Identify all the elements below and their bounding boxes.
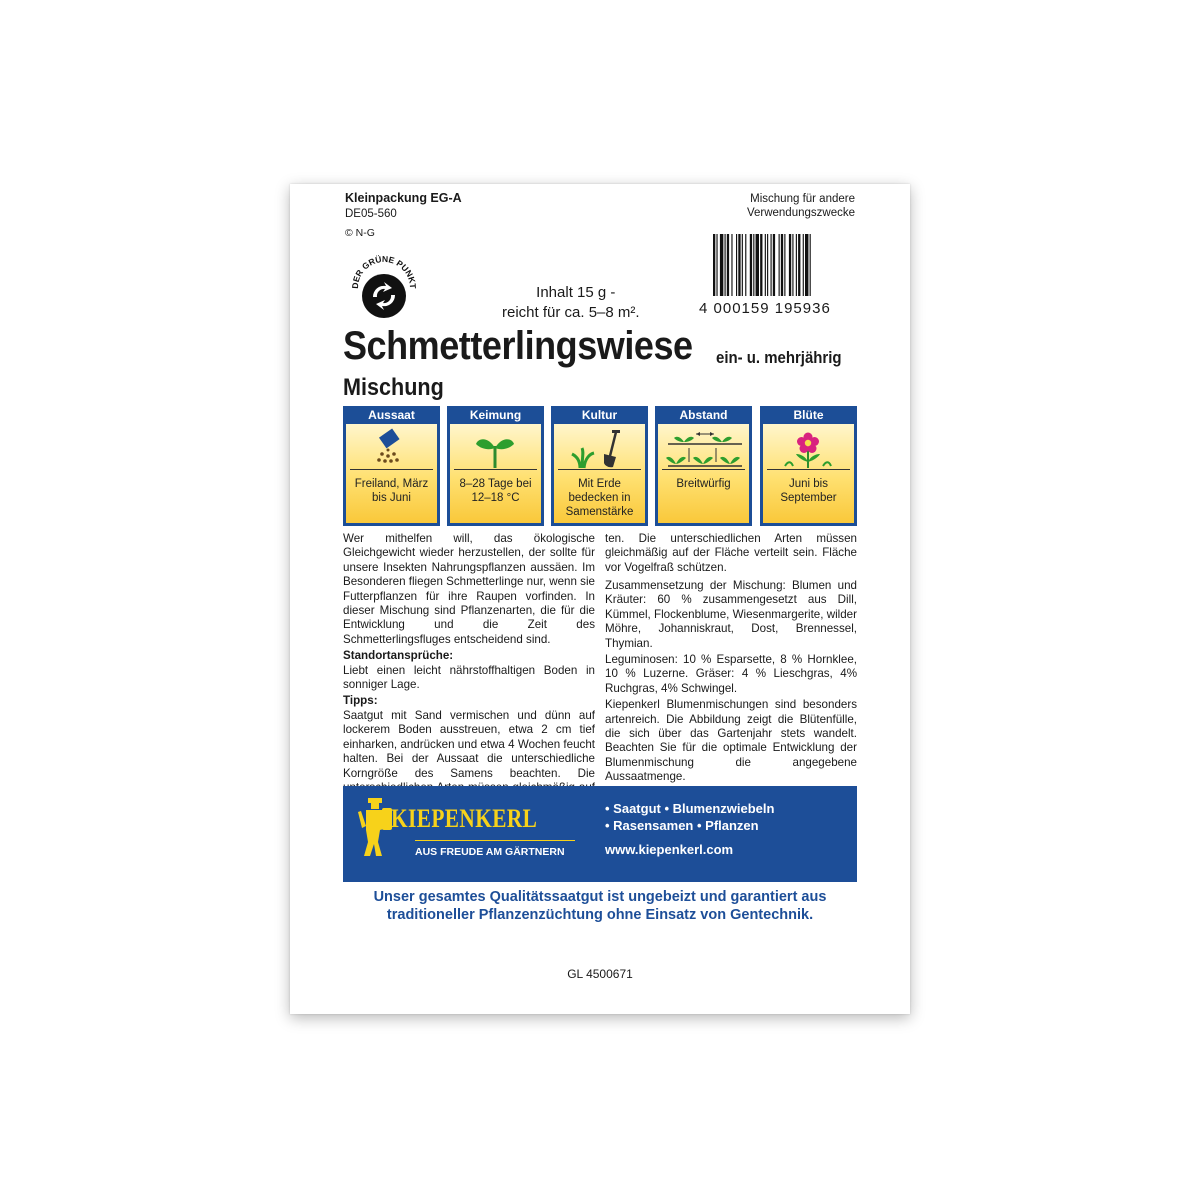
brand-divider <box>415 840 575 841</box>
svg-text:DER GRÜNE PUNKT: DER GRÜNE PUNKT <box>349 253 419 290</box>
barcode-bar <box>760 234 762 296</box>
barcode-bar <box>720 234 723 296</box>
barcode-bar <box>773 234 775 296</box>
mix-note <box>747 192 855 220</box>
brand-products-line1: • Saatgut • Blumenzwiebeln <box>605 801 775 816</box>
tile-head: Abstand <box>679 408 728 422</box>
barcode-bar <box>767 234 768 296</box>
barcode-number: 4 000159 195936 <box>699 300 831 317</box>
green-dot-logo <box>346 248 422 324</box>
package-type: Kleinpackung EG-A <box>345 191 462 205</box>
spade-icon <box>554 430 645 468</box>
content-info <box>502 283 640 323</box>
outro-text: Kiepenkerl Blumenmischungen sind besonders artenreich. Die Abbildung zeigt die Blütenfülle, die sich über das Gartenjahr stets wandelt. Beachten Sie für die optimale Entwicklung der Blumenmischung die angegebene Aussaatmenge. <box>605 698 857 784</box>
tile-head: Blüte <box>793 408 824 422</box>
barcode-bar <box>753 234 754 296</box>
barcode-bar <box>810 234 811 296</box>
barcode-bar <box>796 234 797 296</box>
gl-code: GL 4500671 <box>567 967 633 981</box>
kiepenkerl-figure-icon <box>358 798 394 858</box>
product-variant: ein- u. mehrjährig <box>716 348 842 367</box>
seed-packet-icon <box>346 430 437 468</box>
barcode-bar <box>771 234 772 296</box>
barcode-bar <box>731 234 732 296</box>
barcode-bar <box>805 234 808 296</box>
intro-text: Wer mithelfen will, das ökologische Gleichgewicht wieder herzustellen, der sollte für unsere Insekten Nahrungspflanzen aussäen. Im Besonderen fliegen Schmetterlinge nur, wenn sie Futterpflanzen für ihre Raupen vorfinden. In dieser Mischung sind Pflanzenarten, die für die Entwicklung und die Zeit des Schmetterlingsfluges entscheidend sind. <box>343 532 595 646</box>
spacing-plants-icon <box>658 430 749 468</box>
copyright: © N-G <box>345 227 375 239</box>
tipps-text-continued <box>605 532 857 575</box>
barcode-bar <box>727 234 729 296</box>
tile-aussaat <box>343 406 440 526</box>
brand-products <box>605 800 774 858</box>
standort-heading: Standortansprüche: <box>343 649 454 663</box>
barcode-bar <box>779 234 780 296</box>
barcode-bar <box>713 234 715 296</box>
tipps-heading: Tipps: <box>343 694 378 708</box>
product-code: DE05-560 <box>345 208 397 220</box>
tile-bluete <box>760 406 857 526</box>
flower-icon <box>763 430 854 468</box>
brand-band <box>343 786 857 882</box>
quality-note <box>320 888 880 924</box>
barcode-bar <box>745 234 746 296</box>
brand-tagline: AUS FREUDE AM GÄRTNERN <box>415 846 565 858</box>
brand-products-line2: • Rasensamen • Pflanzen <box>605 818 759 833</box>
barcode-bar <box>738 234 740 296</box>
barcode-bar <box>736 234 737 296</box>
brand-website: www.kiepenkerl.com <box>605 842 734 857</box>
body-left-column <box>343 532 595 783</box>
barcode-bar <box>742 234 743 296</box>
legumes-text: Leguminosen: 10 % Esparsette, 8 % Hornklee, 10 % Luzerne. Gräser: 4 % Lieschgras, 4% Ruchgras, 4% Schwingel. <box>605 653 857 695</box>
barcode-bar <box>789 234 791 296</box>
barcode-bar <box>798 234 800 296</box>
composition-text: Zusammensetzung der Mischung: Blumen und Kräuter: 60 % zusammengesetzt aus Dill, Kümmel, Flockenblume, Wiesenmargerite, wilder Möhre, Johanniskraut, Dost, Brennessel, Thymian. <box>605 579 857 650</box>
tipps-continued-span: ten. Die unterschiedlichen Arten müssen gleichmäßig auf der Fläche verteilt sein. Fläche vor Vogelfraß schützen. <box>605 532 857 574</box>
tile-text: Juni bis September <box>780 478 837 504</box>
tile-keimung <box>447 406 544 526</box>
brand-logo-text: KIEPENKERL <box>391 804 538 833</box>
barcode-bar <box>756 234 759 296</box>
tipps-text: Saatgut mit Sand vermischen und dünn auf lockerem Boden ausstreuen, etwa 2 cm tief einharken, andrücken und etwa 4 Wochen feucht halten. Bei der Aussaat die unterschiedliche Korngröße des Samens beachten. Die <box>343 708 595 780</box>
product-title: Schmetterlingswiese <box>343 324 693 368</box>
tile-head: Keimung <box>469 408 522 422</box>
body-right-column <box>605 532 857 787</box>
tile-text: 8–28 Tage bei 12–18 °C <box>459 478 532 504</box>
sprout-icon <box>450 430 541 468</box>
tile-text: Freiland, März bis Juni <box>354 478 429 504</box>
barcode-bar <box>725 234 726 296</box>
tile-abstand <box>655 406 752 526</box>
barcode-bar <box>716 234 717 296</box>
quality-note-line2: traditioneller Pflanzenzüchtung ohne Einsatz von Gentechnik. <box>386 907 814 923</box>
barcode-bar <box>803 234 804 296</box>
tile-text: Mit Erde bedecken in Samenstärke <box>565 478 634 518</box>
tile-head: Kultur <box>581 408 618 422</box>
barcode-bar <box>765 234 766 296</box>
product-subtitle: Mischung <box>343 374 444 401</box>
barcode-bar <box>750 234 752 296</box>
content-line1: Inhalt 15 g - <box>536 284 616 301</box>
tile-head: Aussaat <box>368 408 415 422</box>
tile-kultur <box>551 406 648 526</box>
mix-note-line1: Mischung für andere <box>750 193 855 205</box>
standort-text: Liebt einen leicht nährstoffhaltigen Boden in sonniger Lage. <box>343 663 595 692</box>
barcode-bar <box>784 234 785 296</box>
barcode-bar <box>781 234 783 296</box>
seed-packet-back <box>290 184 910 1014</box>
mix-note-line2: Verwendungszwecke <box>746 207 855 219</box>
recycling-arrows-icon <box>346 248 422 324</box>
quality-note-line1: Unser gesamtes Qualitätssaatgut ist ungebeizt und garantiert aus <box>373 889 827 905</box>
barcode-bar <box>792 234 793 296</box>
tile-text: Breitwürfig <box>676 478 731 490</box>
content-line2: reicht für ca. 5–8 m². <box>502 304 640 321</box>
